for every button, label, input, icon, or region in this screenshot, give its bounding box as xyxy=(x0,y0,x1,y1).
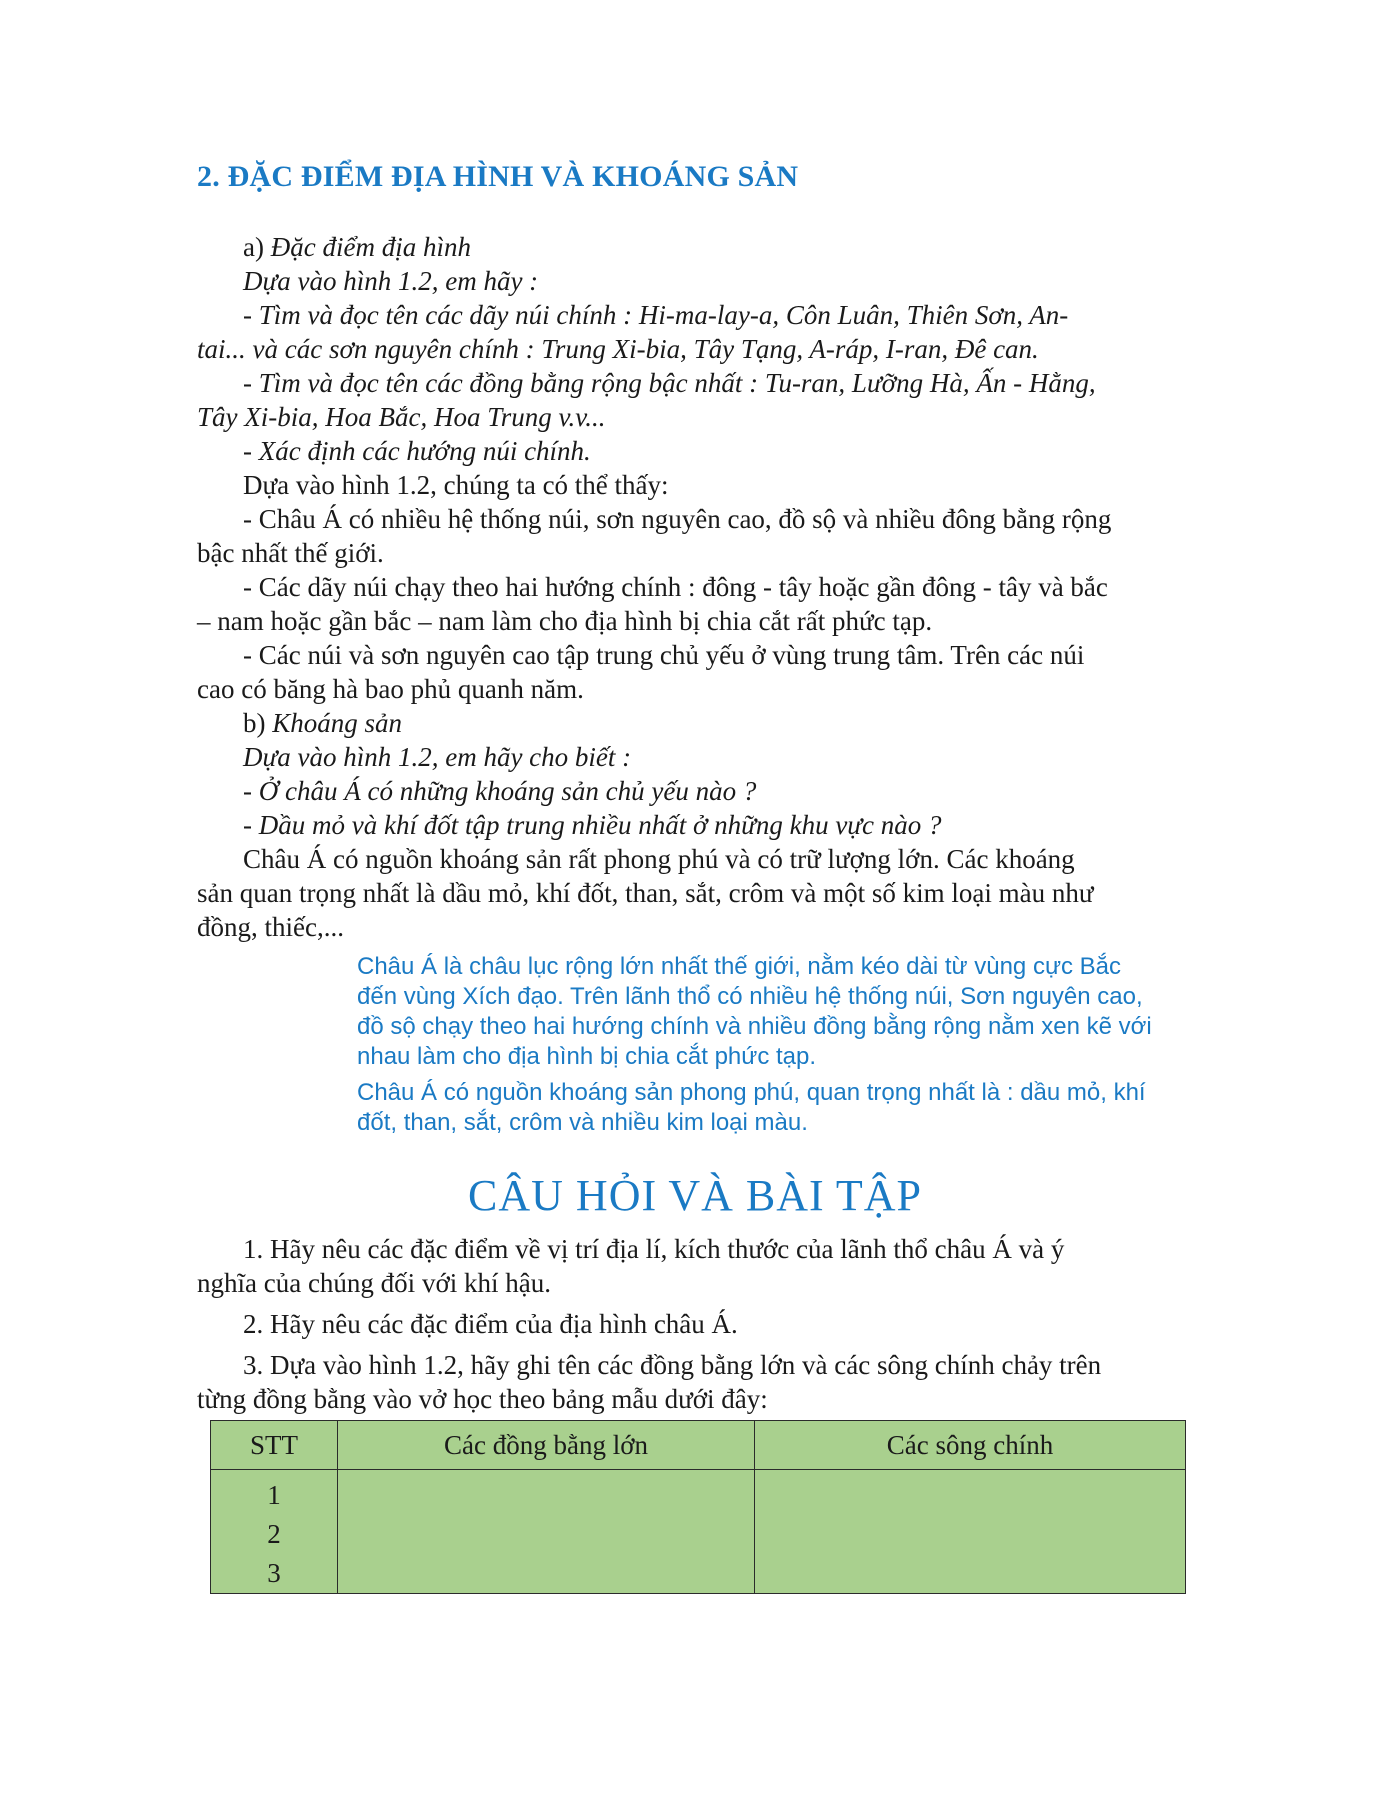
minerals-answer-line2: sản quan trọng nhất là dầu mỏ, khí đốt, than, sắt, crôm và một số kim loại màu như xyxy=(197,878,1094,908)
minerals-subheading xyxy=(243,706,1173,740)
summary-paragraph-2 xyxy=(357,1078,1177,1138)
minerals-task2: - Dầu mỏ và khí đốt tập trung nhiều nhất ở những khu vực nào ? xyxy=(243,810,942,840)
terrain-task2-line2: Tây Xi-bia, Hoa Bắc, Hoa Trung v.v... xyxy=(197,402,606,432)
plains-rivers-table xyxy=(210,1420,1186,1594)
terrain-point2-line2: – nam hoặc gần bắc – nam làm cho địa hình bị chia cắt rất phức tạp. xyxy=(197,606,933,636)
table-row xyxy=(211,1470,1186,1594)
table-header-rivers: Các sông chính xyxy=(755,1421,1186,1470)
minerals-prompt: Dựa vào hình 1.2, em hãy cho biết : xyxy=(243,742,632,772)
terrain-point3-line2: cao có băng hà bao phủ quanh năm. xyxy=(197,674,584,704)
terrain-subheading-prefix: a) xyxy=(243,232,271,262)
table-stt-2: 2 xyxy=(267,1519,281,1549)
questions-title: CÂU HỎI VÀ BÀI TẬP xyxy=(468,1171,922,1220)
summary-box xyxy=(357,952,1177,1144)
summary-p2-line2: đốt, than, sắt, crôm và nhiều kim loại màu. xyxy=(357,1109,808,1136)
table-header-stt: STT xyxy=(211,1421,338,1470)
terrain-task1-line2: tai... và các sơn nguyên chính : Trung Xi-bia, Tây Tạng, A-ráp, I-ran, Đê can. xyxy=(197,334,1039,364)
summary-p1-line2: đến vùng Xích đạo. Trên lãnh thổ có nhiều hệ thống núi, Sơn nguyên cao, xyxy=(357,983,1143,1010)
summary-paragraph-1 xyxy=(357,952,1177,1072)
table-stt-3: 3 xyxy=(267,1558,281,1588)
section-heading: 2. ĐẶC ĐIỂM ĐỊA HÌNH VÀ KHOÁNG SẢN xyxy=(197,160,799,193)
question-2-line1: 2. Hãy nêu các đặc điểm của địa hình châu Á. xyxy=(243,1309,738,1339)
terrain-task3: - Xác định các hướng núi chính. xyxy=(243,436,591,466)
question-2 xyxy=(243,1307,1173,1341)
terrain-prompt: Dựa vào hình 1.2, em hãy : xyxy=(243,266,539,296)
minerals-task1: - Ở châu Á có những khoáng sản chủ yếu nào ? xyxy=(243,776,757,806)
summary-p1-line1: Châu Á là châu lục rộng lớn nhất thế giới, nằm kéo dài từ vùng cực Bắc xyxy=(357,953,1122,980)
question-3-line2: từng đồng bằng vào vở học theo bảng mẫu dưới đây: xyxy=(197,1384,768,1414)
minerals-subheading-text: Khoáng sản xyxy=(272,708,403,738)
table-header-plains: Các đồng bằng lớn xyxy=(338,1421,755,1470)
terrain-point2-line1: - Các dãy núi chạy theo hai hướng chính : đông - tây hoặc gần đông - tây và bắc xyxy=(243,572,1108,602)
terrain-subheading xyxy=(243,230,1173,264)
terrain-subheading-text: Đặc điểm địa hình xyxy=(270,232,471,262)
minerals-subheading-prefix: b) xyxy=(243,708,273,738)
table-rivers-cell[interactable] xyxy=(755,1470,1186,1594)
question-1-line2: nghĩa của chúng đối với khí hậu. xyxy=(197,1268,551,1298)
question-3-line1: 3. Dựa vào hình 1.2, hãy ghi tên các đồng bằng lớn và các sông chính chảy trên xyxy=(243,1350,1102,1380)
table-stt-1: 1 xyxy=(267,1480,281,1510)
table-header-row xyxy=(211,1421,1186,1470)
terrain-point1-line1: - Châu Á có nhiều hệ thống núi, sơn nguyên cao, đồ sộ và nhiều đông bằng rộng xyxy=(243,504,1112,534)
terrain-answer-intro: Dựa vào hình 1.2, chúng ta có thể thấy: xyxy=(243,470,669,500)
table-plains-cell[interactable] xyxy=(338,1470,755,1594)
summary-p2-line1: Châu Á có nguồn khoáng sản phong phú, quan trọng nhất là : dầu mỏ, khí xyxy=(357,1079,1146,1106)
terrain-task2-line1: - Tìm và đọc tên các đồng bằng rộng bậc nhất : Tu-ran, Lưỡng Hà, Ấn - Hằng, xyxy=(243,368,1096,398)
terrain-point3-line1: - Các núi và sơn nguyên cao tập trung chủ yếu ở vùng trung tâm. Trên các núi xyxy=(243,640,1085,670)
summary-p1-line4: nhau làm cho địa hình bị chia cắt phức tạp. xyxy=(357,1043,817,1070)
terrain-task1-line1: - Tìm và đọc tên các dãy núi chính : Hi-ma-lay-a, Côn Luân, Thiên Sơn, An- xyxy=(243,300,1069,330)
question-3 xyxy=(197,1348,1173,1416)
table-stt-cell xyxy=(211,1470,338,1594)
question-1 xyxy=(197,1232,1173,1300)
summary-p1-line3: đồ sộ chạy theo hai hướng chính và nhiều đồng bằng rộng nằm xen kẽ với xyxy=(357,1013,1152,1040)
minerals-answer-line1: Châu Á có nguồn khoáng sản rất phong phú và có trữ lượng lớn. Các khoáng xyxy=(243,844,1075,874)
terrain-point1-line2: bậc nhất thế giới. xyxy=(197,538,384,568)
terrain-section xyxy=(197,230,1173,944)
minerals-answer-line3: đồng, thiếc,... xyxy=(197,912,344,942)
question-1-line1: 1. Hãy nêu các đặc điểm về vị trí địa lí, kích thước của lãnh thổ châu Á và ý xyxy=(243,1234,1065,1264)
questions-list xyxy=(197,1232,1173,1423)
